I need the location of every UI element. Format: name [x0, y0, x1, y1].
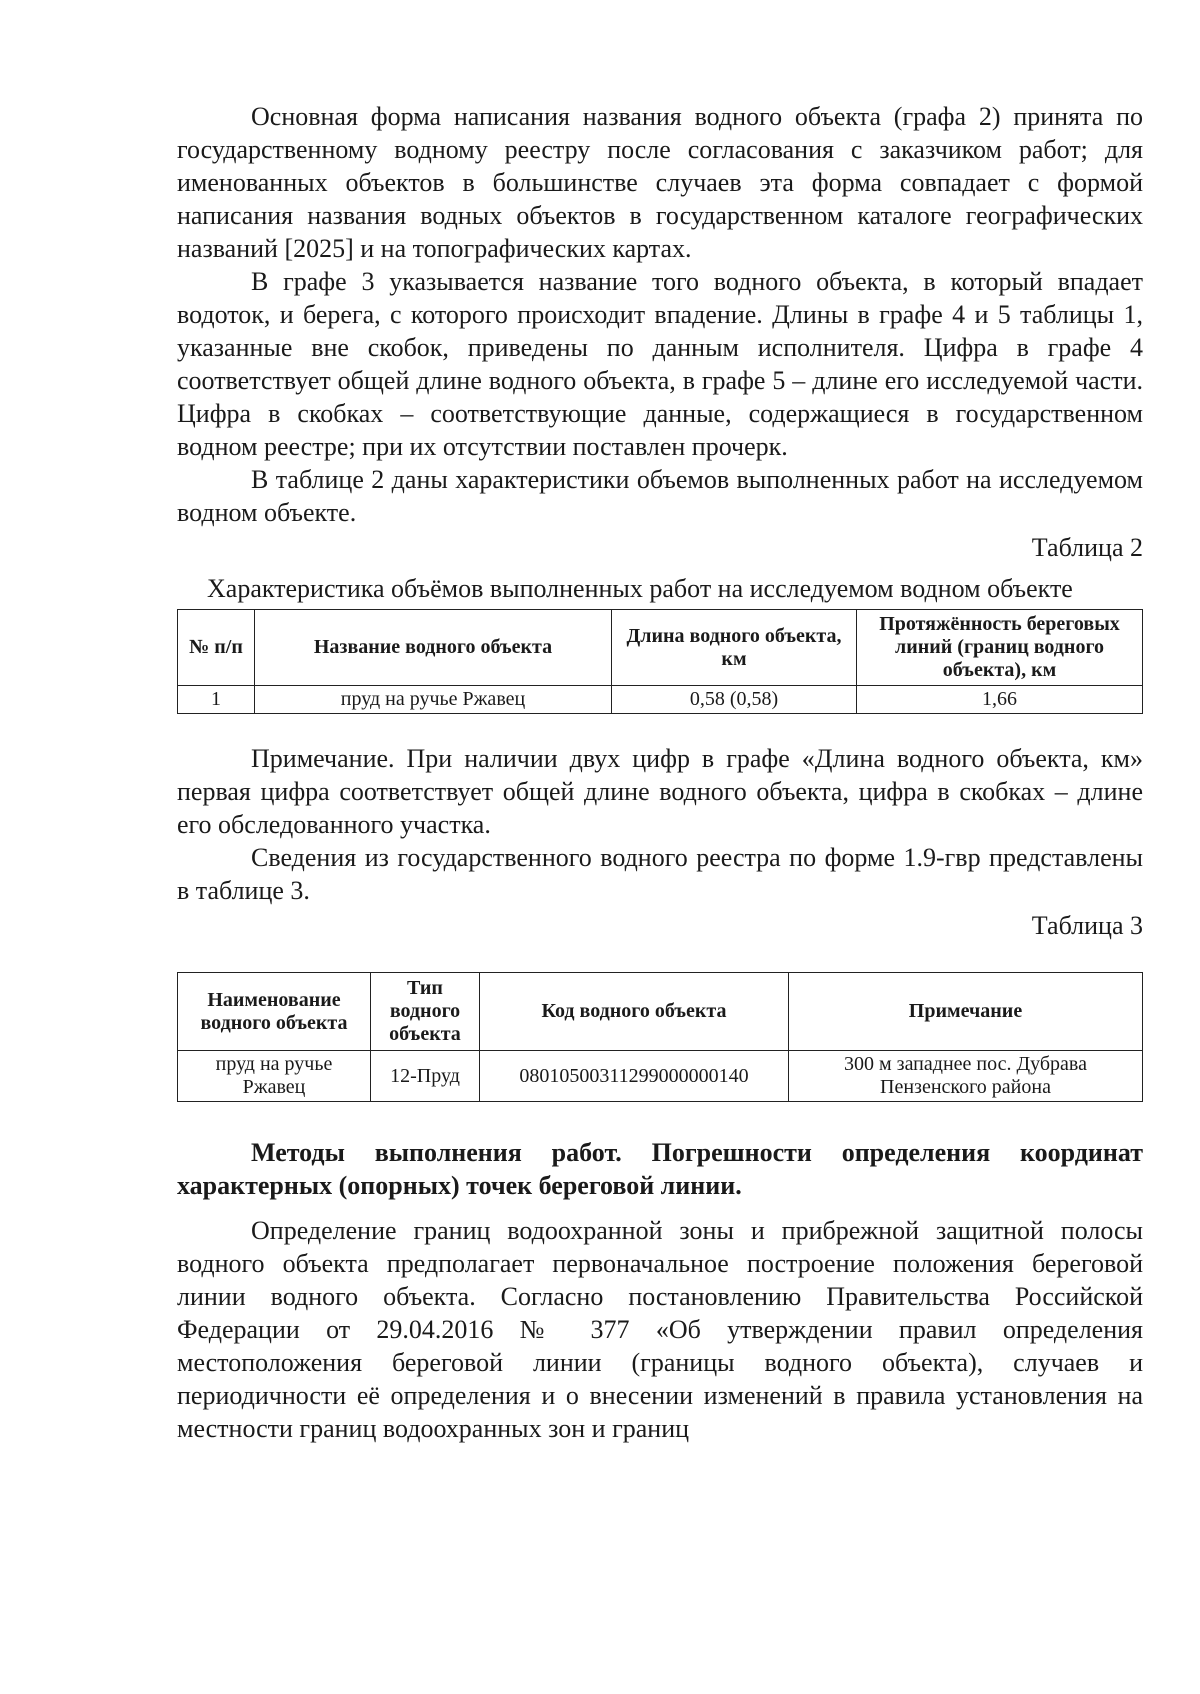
table-2	[177, 609, 1143, 714]
table-3-header-type: Тип водного объекта	[371, 973, 480, 1051]
table-3-header-name: Наименование водного объекта	[178, 973, 371, 1051]
document-page	[177, 100, 1143, 1445]
paragraph-2: В графе 3 указывается название того водного объекта, в который впадает водоток, и берега, с которого происходит впадение. Длины в графе 4 и 5 таблицы 1, указанные вне скобок, приведены по данным исполнителя. Цифра в графе 4 соответствует общей длине водного объекта, в графе 5 – длине его исследуемой части. Цифра в скобках – соответствующие данные, содержащиеся в государственном водном реестре; при их отсутствии поставлен прочерк.	[177, 267, 1143, 461]
table-3-cell-type: 12-Пруд	[371, 1051, 480, 1102]
table-2-cell-number: 1	[178, 686, 255, 714]
table-3-cell-name: пруд на ручье Ржавец	[178, 1051, 371, 1102]
table-2-header-shoreline: Протяжённость береговых линий (границ водного объекта), км	[857, 610, 1143, 686]
table-2-caption: Характеристика объёмов выполненных работ на исследуемом водном объекте	[207, 574, 1073, 603]
table-2-note: Примечание. При наличии двух цифр в графе «Длина водного объекта, км» первая цифра соответствует общей длине водного объекта, цифра в скобках – длине его обследованного участка.	[177, 744, 1143, 839]
table-2-cell-shoreline: 1,66	[857, 686, 1143, 714]
table-3-cell-code: 08010500311299000000140	[480, 1051, 789, 1102]
table-2-label: Таблица 2	[1031, 533, 1143, 562]
paragraph-1: Основная форма написания названия водного объекта (графа 2) принята по государственному водному реестру после согласования с заказчиком работ; для именованных объектов в большинстве случаев эта форма совпадает с формой написания названия водных объектов в государственном каталоге географических названий [2025] и на топографических картах.	[177, 102, 1143, 263]
table-3-label: Таблица 3	[1031, 911, 1143, 940]
table-3-cell-note: 300 м западнее пос. Дубрава Пензенского района	[789, 1051, 1143, 1102]
table-row	[178, 686, 1143, 714]
table-3-header-code: Код водного объекта	[480, 973, 789, 1051]
table-row	[178, 1051, 1143, 1102]
paragraph-3: В таблице 2 даны характеристики объемов выполненных работ на исследуемом водном объекте.	[177, 465, 1143, 527]
table-2-header-length: Длина водного объекта, км	[612, 610, 857, 686]
paragraph-5: Определение границ водоохранной зоны и прибрежной защитной полосы водного объекта предполагает первоначальное построение положения береговой линии водного объекта. Согласно постановлению Правительства Российской Федерации от 29.04.2016 № 377 «Об утверждении правил определения местоположения береговой линии (границы водного объекта), случаев и периодичности её определения и о внесении изменений в правила установления на местности границ водоохранных зон и границ	[177, 1216, 1143, 1443]
table-2-header-number: № п/п	[178, 610, 255, 686]
table-2-header-name: Название водного объекта	[255, 610, 612, 686]
table-3	[177, 972, 1143, 1102]
paragraph-4: Сведения из государственного водного реестра по форме 1.9-гвр представлены в таблице 3.	[177, 843, 1143, 905]
section-heading: Методы выполнения работ. Погрешности определения координат характерных (опорных) точек береговой линии.	[177, 1138, 1143, 1200]
table-2-cell-name: пруд на ручье Ржавец	[255, 686, 612, 714]
table-2-cell-length: 0,58 (0,58)	[612, 686, 857, 714]
table-3-header-note: Примечание	[789, 973, 1143, 1051]
